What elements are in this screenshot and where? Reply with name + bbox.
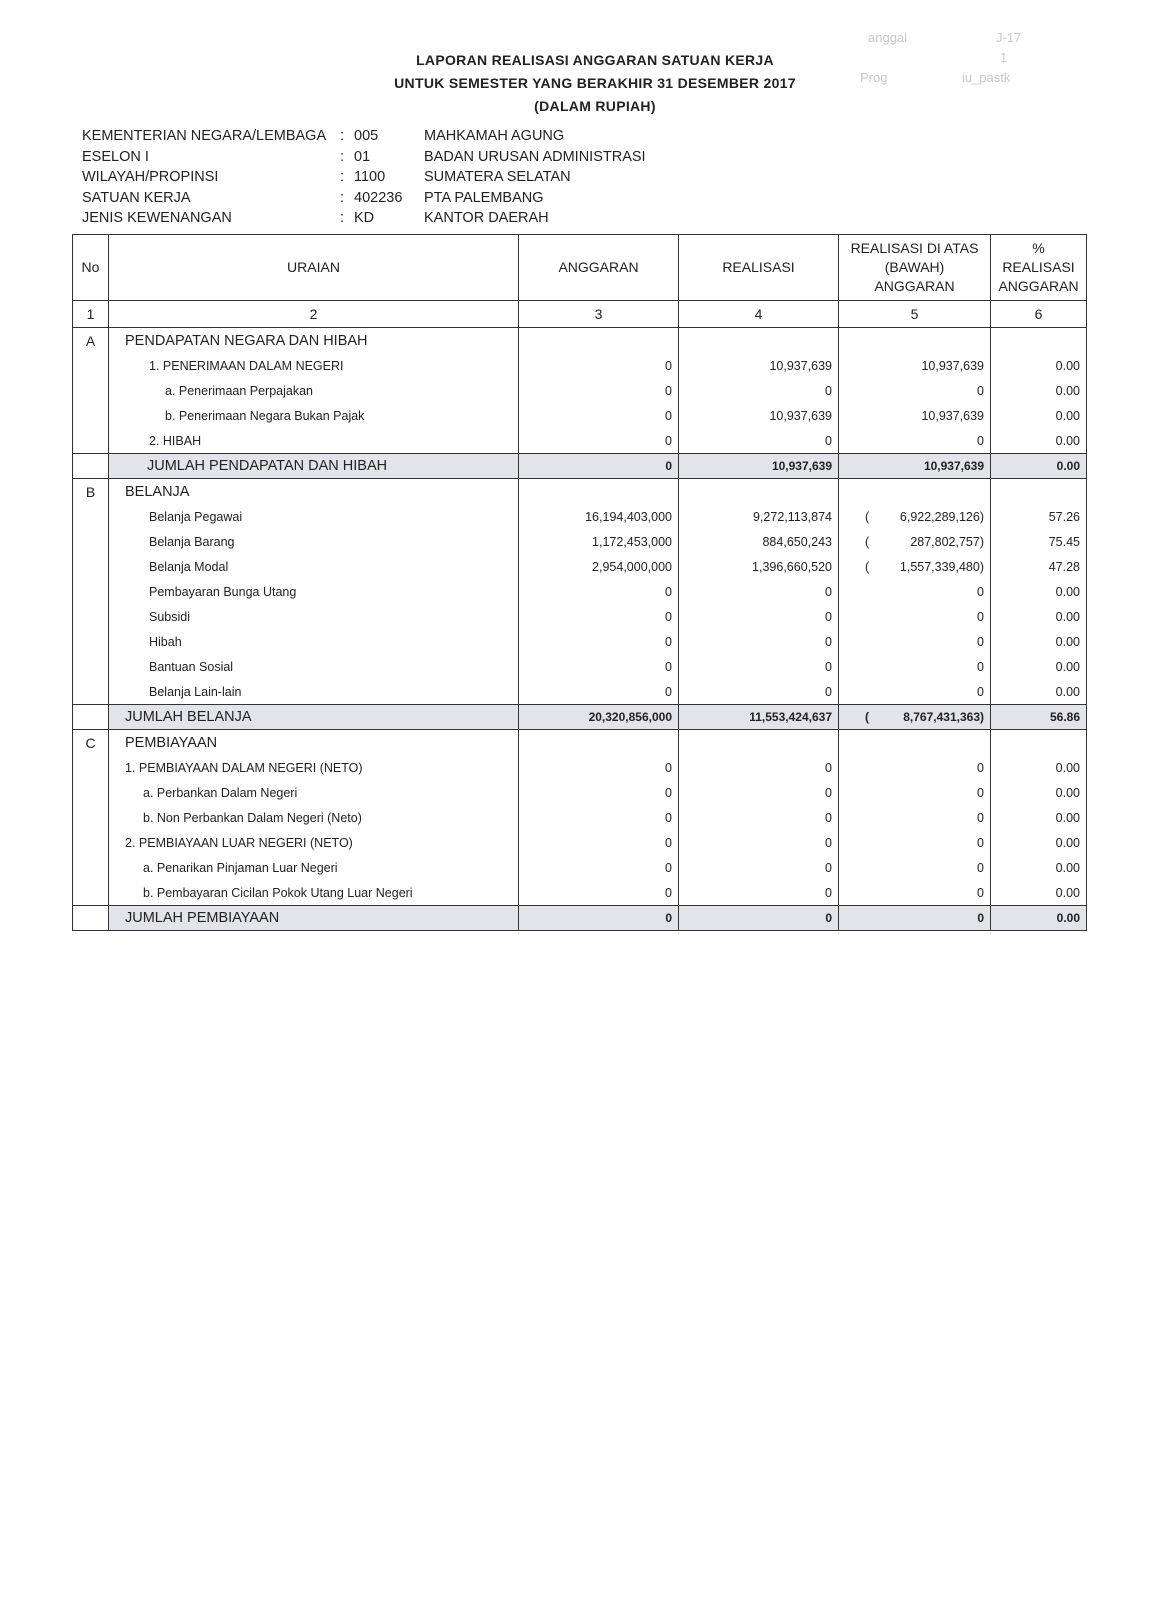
persen-cell: 75.45 — [991, 529, 1087, 554]
realisasi-cell: 0 — [679, 654, 839, 679]
total-row — [73, 705, 1087, 730]
meta-code: 1100 — [354, 169, 386, 185]
table-row — [73, 353, 1087, 378]
realisasi-cell: 11,553,424,637 — [679, 705, 839, 730]
faint-one: 1 — [1000, 50, 1008, 65]
realisasi-cell: 0 — [679, 855, 839, 880]
meta-label: SATUAN KERJA — [82, 189, 191, 206]
persen-cell: 0.00 — [991, 629, 1087, 654]
realisasi-cell: 0 — [679, 679, 839, 705]
total-row — [73, 906, 1087, 931]
header-uraian: URAIAN — [109, 235, 519, 301]
realisasi-cell: 10,937,639 — [679, 454, 839, 479]
open-paren: ( — [865, 710, 869, 724]
row-no — [73, 353, 109, 378]
report-title-line2: UNTUK SEMESTER YANG BERAKHIR 31 DESEMBER 2017 — [394, 75, 796, 91]
persen-cell: 0.00 — [991, 654, 1087, 679]
persen-cell: 0.00 — [991, 454, 1087, 479]
report-title-line1: LAPORAN REALISASI ANGGARAN SATUAN KERJA — [416, 52, 774, 68]
row-no — [73, 780, 109, 805]
realisasi-cell: 0 — [679, 906, 839, 931]
row-no — [73, 654, 109, 679]
realisasi-cell: 0 — [679, 755, 839, 780]
row-no — [73, 679, 109, 705]
anggaran-cell: 0 — [519, 403, 679, 428]
persen-cell: 0.00 — [991, 906, 1087, 931]
budget-table — [72, 234, 1087, 931]
header-anggaran: ANGGARAN — [519, 235, 679, 301]
row-no — [73, 504, 109, 529]
open-paren: ( — [865, 559, 870, 574]
open-paren: ( — [865, 509, 870, 524]
persen-cell: 0.00 — [991, 604, 1087, 629]
row-label: Hibah — [109, 629, 519, 654]
realisasi-cell: 0 — [679, 378, 839, 403]
selisih-cell: 0 — [839, 755, 991, 780]
selisih-cell: 0 — [839, 906, 991, 931]
persen-cell — [991, 479, 1087, 505]
selisih-cell: 0 — [839, 428, 991, 454]
anggaran-cell: 0 — [519, 654, 679, 679]
section-row — [73, 479, 1087, 505]
header-realisasi-diatas: REALISASI DI ATAS (BAWAH) ANGGARAN — [839, 235, 991, 301]
table-row — [73, 378, 1087, 403]
row-label: Belanja Barang — [109, 529, 519, 554]
row-no — [73, 880, 109, 906]
persen-cell: 0.00 — [991, 830, 1087, 855]
persen-cell: 0.00 — [991, 855, 1087, 880]
col-index: 5 — [839, 301, 991, 328]
realisasi-cell — [679, 328, 839, 354]
realisasi-cell: 0 — [679, 428, 839, 454]
faint-code: J-17 — [996, 30, 1022, 45]
section-row — [73, 730, 1087, 756]
anggaran-cell — [519, 730, 679, 756]
persen-cell: 57.26 — [991, 504, 1087, 529]
meta-colon: : — [340, 128, 345, 144]
negative-amount: 6,922,289,126) — [899, 509, 984, 524]
open-paren: ( — [865, 534, 870, 549]
persen-cell — [991, 730, 1087, 756]
meta-value: PTA PALEMBANG — [424, 189, 544, 206]
persen-cell: 0.00 — [991, 780, 1087, 805]
realisasi-cell: 0 — [679, 805, 839, 830]
row-label: b. Non Perbankan Dalam Negeri (Neto) — [109, 805, 519, 830]
table-row — [73, 529, 1087, 554]
table-row — [73, 880, 1087, 906]
table-row — [73, 604, 1087, 629]
realisasi-cell: 0 — [679, 629, 839, 654]
meta-code: 005 — [354, 128, 379, 144]
faint-pastk: iu_pastk — [962, 70, 1011, 85]
persen-cell: 0.00 — [991, 403, 1087, 428]
anggaran-cell: 2,954,000,000 — [519, 554, 679, 579]
persen-cell: 56.86 — [991, 705, 1087, 730]
realisasi-cell: 10,937,639 — [679, 353, 839, 378]
header-no: No — [73, 235, 109, 301]
table-row — [73, 805, 1087, 830]
realisasi-cell: 0 — [679, 830, 839, 855]
col-index: 1 — [73, 301, 109, 328]
row-label: JUMLAH BELANJA — [109, 705, 519, 730]
total-row — [73, 454, 1087, 479]
row-label: 1. PEMBIAYAAN DALAM NEGERI (NETO) — [109, 755, 519, 780]
realisasi-cell: 884,650,243 — [679, 529, 839, 554]
anggaran-cell: 0 — [519, 755, 679, 780]
realisasi-cell — [679, 730, 839, 756]
report-title-line3: (DALAM RUPIAH) — [534, 98, 656, 114]
row-no — [73, 454, 109, 479]
selisih-cell: 0 — [839, 604, 991, 629]
meta-value: SUMATERA SELATAN — [424, 169, 571, 185]
persen-cell: 0.00 — [991, 353, 1087, 378]
selisih-cell — [839, 504, 991, 529]
selisih-cell — [839, 479, 991, 505]
negative-value — [845, 510, 984, 524]
selisih-cell — [839, 328, 991, 354]
table-row — [73, 780, 1087, 805]
selisih-cell — [839, 705, 991, 730]
row-label: 2. PEMBIAYAAN LUAR NEGERI (NETO) — [109, 830, 519, 855]
row-label: 2. HIBAH — [109, 428, 519, 454]
selisih-cell: 0 — [839, 629, 991, 654]
meta-label: JENIS KEWENANGAN — [82, 210, 232, 226]
negative-value — [845, 560, 984, 574]
row-label: PEMBIAYAAN — [109, 730, 519, 756]
row-label: a. Penarikan Pinjaman Luar Negeri — [109, 855, 519, 880]
anggaran-cell — [519, 328, 679, 354]
row-no — [73, 705, 109, 730]
anggaran-cell: 0 — [519, 906, 679, 931]
negative-value — [845, 710, 984, 724]
row-no — [73, 805, 109, 830]
row-label: BELANJA — [109, 479, 519, 505]
persen-cell: 47.28 — [991, 554, 1087, 579]
persen-cell: 0.00 — [991, 428, 1087, 454]
anggaran-cell: 0 — [519, 679, 679, 705]
realisasi-cell: 9,272,113,874 — [679, 504, 839, 529]
selisih-cell — [839, 554, 991, 579]
table-row — [73, 504, 1087, 529]
negative-amount: 1,557,339,480) — [899, 559, 984, 574]
row-label: Belanja Modal — [109, 554, 519, 579]
row-label: Belanja Pegawai — [109, 504, 519, 529]
realisasi-cell: 10,937,639 — [679, 403, 839, 428]
column-index-row — [73, 301, 1087, 328]
col-index: 4 — [679, 301, 839, 328]
row-label: PENDAPATAN NEGARA DAN HIBAH — [109, 328, 519, 354]
row-no — [73, 906, 109, 931]
row-no — [73, 830, 109, 855]
persen-cell: 0.00 — [991, 880, 1087, 906]
meta-label: KEMENTERIAN NEGARA/LEMBAGA — [82, 128, 327, 144]
anggaran-cell: 20,320,856,000 — [519, 705, 679, 730]
meta-value: BADAN URUSAN ADMINISTRASI — [424, 148, 646, 165]
row-no — [73, 428, 109, 454]
table-row — [73, 654, 1087, 679]
row-no — [73, 529, 109, 554]
section-row — [73, 328, 1087, 354]
row-no — [73, 855, 109, 880]
persen-cell: 0.00 — [991, 755, 1087, 780]
col-index: 3 — [519, 301, 679, 328]
selisih-cell: 0 — [839, 830, 991, 855]
row-label: Belanja Lain-lain — [109, 679, 519, 705]
realisasi-cell: 1,396,660,520 — [679, 554, 839, 579]
anggaran-cell: 0 — [519, 378, 679, 403]
col-index: 6 — [991, 301, 1087, 328]
selisih-cell — [839, 730, 991, 756]
meta-code: 01 — [354, 148, 371, 165]
row-no — [73, 629, 109, 654]
meta-value: KANTOR DAERAH — [424, 210, 549, 226]
row-label: Subsidi — [109, 604, 519, 629]
table-row — [73, 830, 1087, 855]
selisih-cell: 0 — [839, 654, 991, 679]
row-no — [73, 378, 109, 403]
meta-code: KD — [354, 210, 375, 226]
selisih-cell: 0 — [839, 855, 991, 880]
table-row — [73, 403, 1087, 428]
persen-cell: 0.00 — [991, 579, 1087, 604]
persen-cell: 0.00 — [991, 679, 1087, 705]
row-label: JUMLAH PENDAPATAN DAN HIBAH — [109, 454, 519, 479]
table-row — [73, 579, 1087, 604]
realisasi-cell: 0 — [679, 880, 839, 906]
selisih-cell: 0 — [839, 805, 991, 830]
table-row — [73, 554, 1087, 579]
selisih-cell: 0 — [839, 780, 991, 805]
row-label: JUMLAH PEMBIAYAAN — [109, 906, 519, 931]
row-label: b. Penerimaan Negara Bukan Pajak — [109, 403, 519, 428]
row-no — [73, 755, 109, 780]
col-index: 2 — [109, 301, 519, 328]
row-label: a. Perbankan Dalam Negeri — [109, 780, 519, 805]
table-row — [73, 679, 1087, 705]
selisih-cell: 10,937,639 — [839, 353, 991, 378]
meta-colon: : — [340, 169, 345, 185]
row-label: 1. PENERIMAAN DALAM NEGERI — [109, 353, 519, 378]
persen-cell — [991, 328, 1087, 354]
selisih-cell: 0 — [839, 679, 991, 705]
faint-prog: Prog — [860, 70, 888, 85]
selisih-cell: 10,937,639 — [839, 403, 991, 428]
anggaran-cell: 0 — [519, 454, 679, 479]
header-realisasi: REALISASI — [679, 235, 839, 301]
anggaran-cell: 0 — [519, 353, 679, 378]
row-label: a. Penerimaan Perpajakan — [109, 378, 519, 403]
anggaran-cell: 0 — [519, 579, 679, 604]
row-no: C — [73, 730, 109, 756]
meta-colon: : — [340, 210, 345, 226]
anggaran-cell: 0 — [519, 629, 679, 654]
row-no — [73, 579, 109, 604]
meta-label: WILAYAH/PROPINSI — [82, 169, 219, 185]
anggaran-cell: 0 — [519, 604, 679, 629]
faint-tanggal: anggal — [868, 30, 908, 45]
persen-cell: 0.00 — [991, 378, 1087, 403]
row-label: Bantuan Sosial — [109, 654, 519, 679]
anggaran-cell: 0 — [519, 428, 679, 454]
meta-value: MAHKAMAH AGUNG — [424, 128, 565, 144]
meta-colon: : — [340, 189, 345, 206]
table-row — [73, 428, 1087, 454]
anggaran-cell — [519, 479, 679, 505]
meta-code: 402236 — [354, 189, 403, 206]
row-no: A — [73, 328, 109, 354]
row-no: B — [73, 479, 109, 505]
anggaran-cell: 0 — [519, 880, 679, 906]
anggaran-cell: 0 — [519, 830, 679, 855]
anggaran-cell: 16,194,403,000 — [519, 504, 679, 529]
selisih-cell: 0 — [839, 378, 991, 403]
anggaran-cell: 1,172,453,000 — [519, 529, 679, 554]
selisih-cell — [839, 529, 991, 554]
realisasi-cell: 0 — [679, 579, 839, 604]
meta-colon: : — [340, 148, 345, 165]
negative-value — [845, 535, 984, 549]
realisasi-cell: 0 — [679, 604, 839, 629]
anggaran-cell: 0 — [519, 805, 679, 830]
realisasi-cell: 0 — [679, 780, 839, 805]
row-label: Pembayaran Bunga Utang — [109, 579, 519, 604]
row-label: b. Pembayaran Cicilan Pokok Utang Luar Negeri — [109, 880, 519, 906]
meta-label: ESELON I — [82, 148, 149, 165]
selisih-cell: 0 — [839, 579, 991, 604]
anggaran-cell: 0 — [519, 855, 679, 880]
persen-cell: 0.00 — [991, 805, 1087, 830]
negative-amount: 8,767,431,363) — [903, 710, 984, 724]
realisasi-cell — [679, 479, 839, 505]
row-no — [73, 604, 109, 629]
negative-amount: 287,802,757) — [910, 534, 984, 549]
anggaran-cell: 0 — [519, 780, 679, 805]
selisih-cell: 10,937,639 — [839, 454, 991, 479]
header-persen-realisasi: % REALISASI ANGGARAN — [991, 235, 1087, 301]
row-no — [73, 403, 109, 428]
table-row — [73, 855, 1087, 880]
row-no — [73, 554, 109, 579]
table-row — [73, 629, 1087, 654]
table-row — [73, 755, 1087, 780]
selisih-cell: 0 — [839, 880, 991, 906]
